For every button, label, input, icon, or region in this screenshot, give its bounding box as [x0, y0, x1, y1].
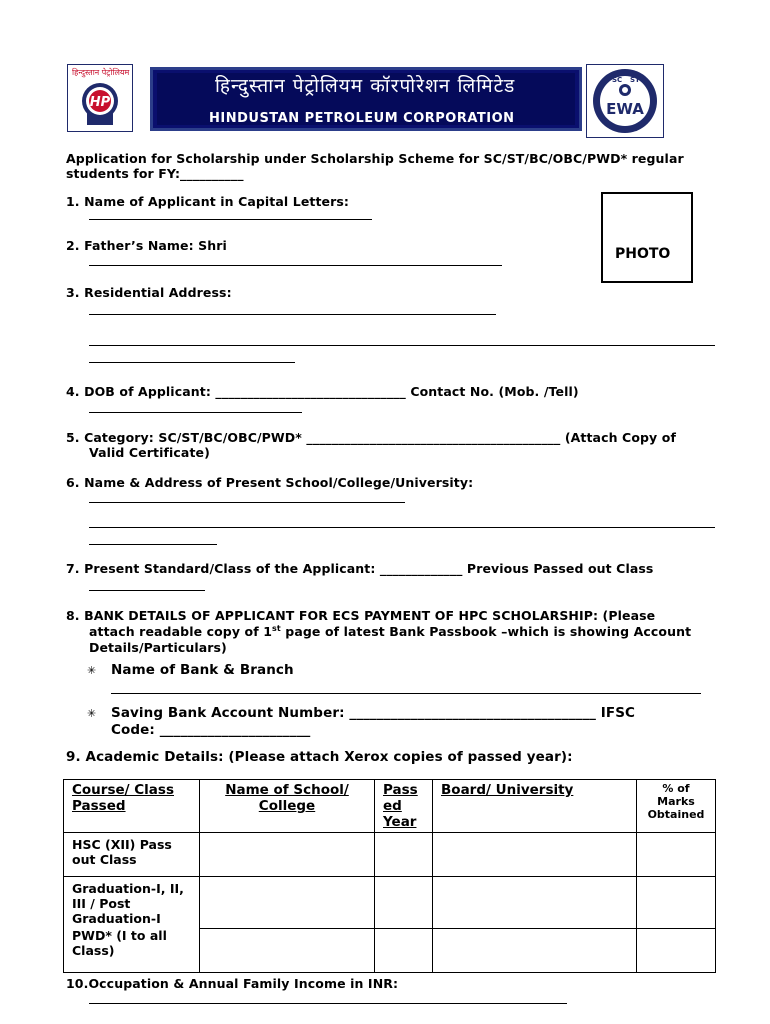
table-header-marks: % of Marks Obtained: [637, 780, 716, 833]
svg-text:ST: ST: [630, 76, 640, 84]
table-header-passed-year: Pass ed Year: [375, 780, 433, 833]
title-english: HINDUSTAN PETROLEUM CORPORATION: [209, 111, 515, 126]
table-cell-input[interactable]: [375, 833, 433, 877]
q7-input-line[interactable]: [89, 590, 205, 591]
table-cell-input[interactable]: [433, 928, 637, 972]
q4-input-line[interactable]: [89, 412, 302, 413]
intro-line-1: Application for Scholarship under Scholarship Scheme for SC/ST/BC/OBC/PWD* regular: [66, 151, 684, 166]
q10-input-line[interactable]: [89, 1003, 567, 1004]
ewa-logo: [586, 64, 664, 138]
q6-input-line-1[interactable]: [89, 502, 405, 503]
table-cell-input[interactable]: [200, 928, 375, 972]
table-cell-input[interactable]: [200, 833, 375, 877]
bullet-icon: ✳: [87, 664, 97, 677]
table-row: [64, 877, 716, 929]
table-cell-input[interactable]: [375, 877, 433, 929]
hp-logo-hindi-text: हिन्दुस्तान पेट्रोलियम: [72, 68, 130, 77]
q3-input-line-3[interactable]: [89, 362, 295, 363]
corporation-title-banner: [150, 67, 582, 131]
q6-input-line-3[interactable]: [89, 544, 217, 545]
hp-logo: [67, 64, 133, 132]
q8-label-3: Details/Particulars): [89, 640, 227, 655]
q2-input-line[interactable]: [89, 265, 502, 266]
photo-label: PHOTO: [615, 246, 671, 262]
table-cell-course: HSC (XII) Pass out Class: [64, 833, 200, 877]
q5-label: 5. Category: SC/ST/BC/OBC/PWD* ________________________________________ (Attach Copy of: [66, 430, 676, 445]
svg-text:SC: SC: [612, 76, 623, 84]
q10-label: 10.Occupation & Annual Family Income in INR:: [66, 976, 399, 991]
table-header-board: Board/ University: [433, 780, 637, 833]
q1-input-line[interactable]: [89, 219, 372, 220]
q8-label: 8. BANK DETAILS OF APPLICANT FOR ECS PAYMENT OF HPC SCHOLARSHIP: (Please: [66, 608, 656, 623]
hp-emblem-icon: [69, 77, 131, 129]
table-cell-course: Graduation-I, II, III / Post Graduation-I: [64, 877, 200, 929]
title-hindi: हिन्दुस्तान पेट्रोलियम कॉरपोरेशन लिमिटेड: [215, 75, 516, 97]
q6-input-line-2[interactable]: [89, 527, 715, 528]
table-row: [64, 833, 716, 877]
q6-label: 6. Name & Address of Present School/College/University:: [66, 475, 474, 490]
table-cell-input[interactable]: [637, 833, 716, 877]
q5-label-2: Valid Certificate): [89, 445, 210, 460]
q4-label: 4. DOB of Applicant: ______________________________ Contact No. (Mob. /Tell): [66, 384, 579, 399]
account-number-label: Saving Bank Account Number: ____________________________________ IFSC: [111, 705, 636, 721]
ewa-emblem-icon: [588, 66, 662, 136]
svg-text:HP: HP: [89, 95, 111, 110]
table-header-school: Name of School/ College: [200, 780, 375, 833]
table-row: [64, 928, 716, 972]
q1-label: 1. Name of Applicant in Capital Letters:: [66, 194, 350, 209]
table-cell-input[interactable]: [637, 928, 716, 972]
q2-label: 2. Father’s Name: Shri: [66, 238, 227, 253]
academic-details-table: [63, 779, 716, 973]
table-cell-course: PWD* (I to all Class): [64, 928, 200, 972]
q7-label: 7. Present Standard/Class of the Applicant: _____________ Previous Passed out Class: [66, 561, 654, 576]
q9-label: 9. Academic Details: (Please attach Xerox copies of passed year):: [66, 749, 573, 765]
table-header-course: Course/ Class Passed: [64, 780, 200, 833]
q8-label-2: attach readable copy of 1st page of latest Bank Passbook –which is showing Account: [89, 624, 692, 640]
table-cell-input[interactable]: [200, 877, 375, 929]
bullet-icon: ✳: [87, 707, 97, 720]
svg-text:EWA: EWA: [606, 100, 644, 118]
bank-name-input-line[interactable]: [111, 693, 701, 694]
table-cell-input[interactable]: [433, 833, 637, 877]
table-cell-input[interactable]: [637, 877, 716, 929]
q3-input-line-1[interactable]: [89, 314, 496, 315]
q3-label: 3. Residential Address:: [66, 285, 232, 300]
table-cell-input[interactable]: [433, 877, 637, 929]
table-cell-input[interactable]: [375, 928, 433, 972]
bank-name-label: Name of Bank & Branch: [111, 662, 294, 678]
photo-box[interactable]: [601, 192, 693, 283]
q3-input-line-2[interactable]: [89, 345, 715, 346]
ifsc-code-label: Code: ______________________: [111, 722, 311, 738]
intro-line-2: students for FY:__________: [66, 166, 244, 181]
